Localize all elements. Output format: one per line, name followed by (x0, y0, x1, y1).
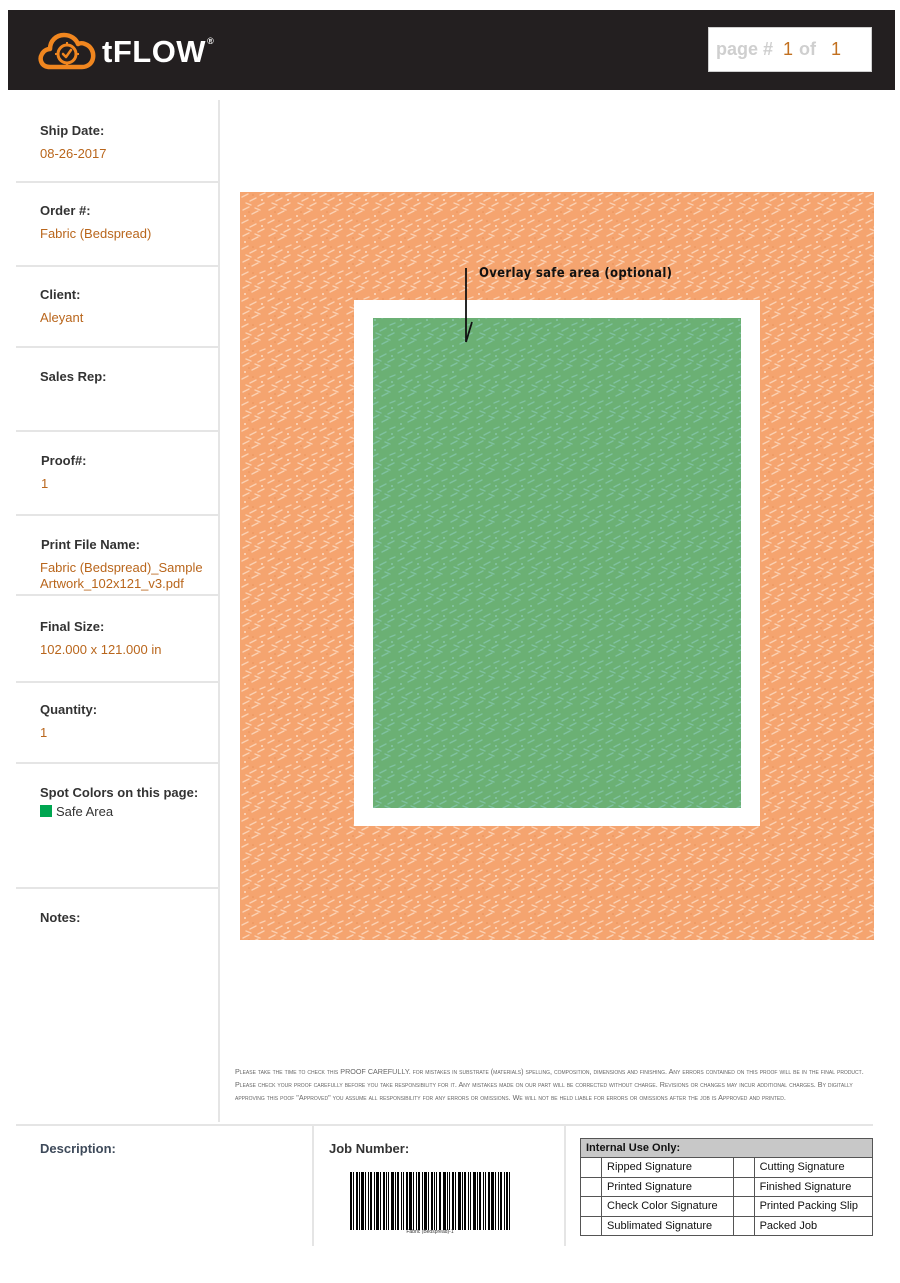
proof-disclaimer: Please take the time to check this PROOF CAREFULLY. for mistakes in substrate (materials) spelling, composition, dimensions and finishing. Any errors contained on this proof will be in the final product. Please check your proof carefully before you take responsibility for it. Any mistakes made on our part will be corrected without charge. Revisions or changes may incur additional charges. By digitally approving this poof "Approved" you assume all responsibility for any errors or omissions. We will not be held liable for errors or omissions after the job is Approved and printed. (235, 1067, 864, 1102)
artwork-preview (240, 192, 874, 940)
table-row (581, 1197, 873, 1217)
spot-colors-field (40, 785, 198, 821)
client-field (40, 287, 83, 326)
client-value: Aleyant (40, 310, 84, 325)
print-file-value: Fabric (Bedspread)_Sample Artwork_102x121_v3.pdf (40, 560, 203, 591)
sidebar-rule (16, 594, 218, 596)
proof-value: 1 (41, 476, 49, 491)
footer-divider (312, 1126, 314, 1246)
ship-date-value: 08-26-2017 (40, 146, 107, 161)
final-size-field (40, 619, 161, 658)
signature-label: Cutting Signature (754, 1158, 872, 1178)
spot-color-name: Safe Area (56, 804, 114, 819)
signature-label: Check Color Signature (602, 1197, 734, 1217)
final-size-value: 102.000 x 121.000 in (40, 642, 162, 657)
table-row (581, 1158, 873, 1178)
signature-checkbox[interactable] (733, 1216, 754, 1236)
quantity-label: Quantity: (40, 702, 98, 717)
page-label: page # (716, 39, 774, 59)
notes-field (40, 910, 80, 925)
sales-rep-label: Sales Rep: (40, 369, 107, 384)
signature-label: Printed Packing Slip (754, 1197, 872, 1217)
sidebar-divider (218, 100, 220, 1122)
proof-label: Proof#: (41, 453, 87, 468)
cloud-check-icon (36, 29, 96, 73)
signature-label: Printed Signature (602, 1177, 734, 1197)
brand-name: tFLOW® (102, 34, 215, 69)
sidebar-rule (16, 762, 218, 764)
signature-checkbox[interactable] (733, 1177, 754, 1197)
table-row (581, 1216, 873, 1236)
sidebar-rule (16, 681, 218, 683)
quantity-field (40, 702, 97, 741)
tflow-logo (36, 28, 214, 74)
signature-label: Finished Signature (754, 1177, 872, 1197)
signature-checkbox[interactable] (733, 1197, 754, 1217)
client-label: Client: (40, 287, 81, 302)
color-swatch (40, 805, 52, 817)
sidebar-rule (16, 346, 218, 348)
signature-label: Sublimated Signature (602, 1216, 734, 1236)
page-total: 1 (831, 39, 842, 59)
ship-date-label: Ship Date: (40, 123, 105, 138)
sidebar-rule (16, 265, 218, 267)
signature-checkbox[interactable] (581, 1216, 602, 1236)
internal-use-table (580, 1138, 873, 1236)
table-row (581, 1177, 873, 1197)
signature-label: Ripped Signature (602, 1158, 734, 1178)
ship-date-field (40, 123, 107, 162)
page-current: 1 (783, 39, 794, 59)
signature-checkbox[interactable] (733, 1158, 754, 1178)
order-value: Fabric (Bedspread) (40, 226, 152, 241)
safe-area-annotation: Overlay safe area (optional) (479, 266, 673, 281)
signature-label: Packed Job (754, 1216, 872, 1236)
quantity-value: 1 (40, 725, 48, 740)
sidebar-rule (16, 430, 218, 432)
print-file-field (41, 537, 203, 592)
proof-field (41, 453, 87, 492)
page-indicator (708, 27, 872, 72)
order-field (40, 203, 151, 242)
signature-checkbox[interactable] (581, 1177, 602, 1197)
safe-area (373, 318, 741, 808)
sidebar-rule (16, 181, 218, 183)
spot-colors-label: Spot Colors on this page: (40, 785, 199, 800)
spot-color-item (40, 803, 198, 821)
print-file-label: Print File Name: (41, 537, 140, 552)
sidebar-rule (16, 514, 218, 516)
notes-label: Notes: (40, 910, 81, 925)
barcode-caption: Fabric (Bedspread)-1 (406, 1229, 454, 1235)
page-of-label: of (799, 39, 817, 59)
signature-checkbox[interactable] (581, 1158, 602, 1178)
sales-rep-field (40, 369, 106, 392)
final-size-label: Final Size: (40, 619, 105, 634)
internal-use-title: Internal Use Only: (581, 1139, 873, 1158)
job-number-label: Job Number: (329, 1141, 410, 1156)
description-label: Description: (40, 1141, 116, 1156)
header-bar (8, 10, 895, 90)
sidebar-rule (16, 887, 218, 889)
signature-checkbox[interactable] (581, 1197, 602, 1217)
job-barcode (350, 1172, 510, 1230)
footer-rule (16, 1124, 873, 1126)
footer-divider (564, 1126, 566, 1246)
order-label: Order #: (40, 203, 91, 218)
